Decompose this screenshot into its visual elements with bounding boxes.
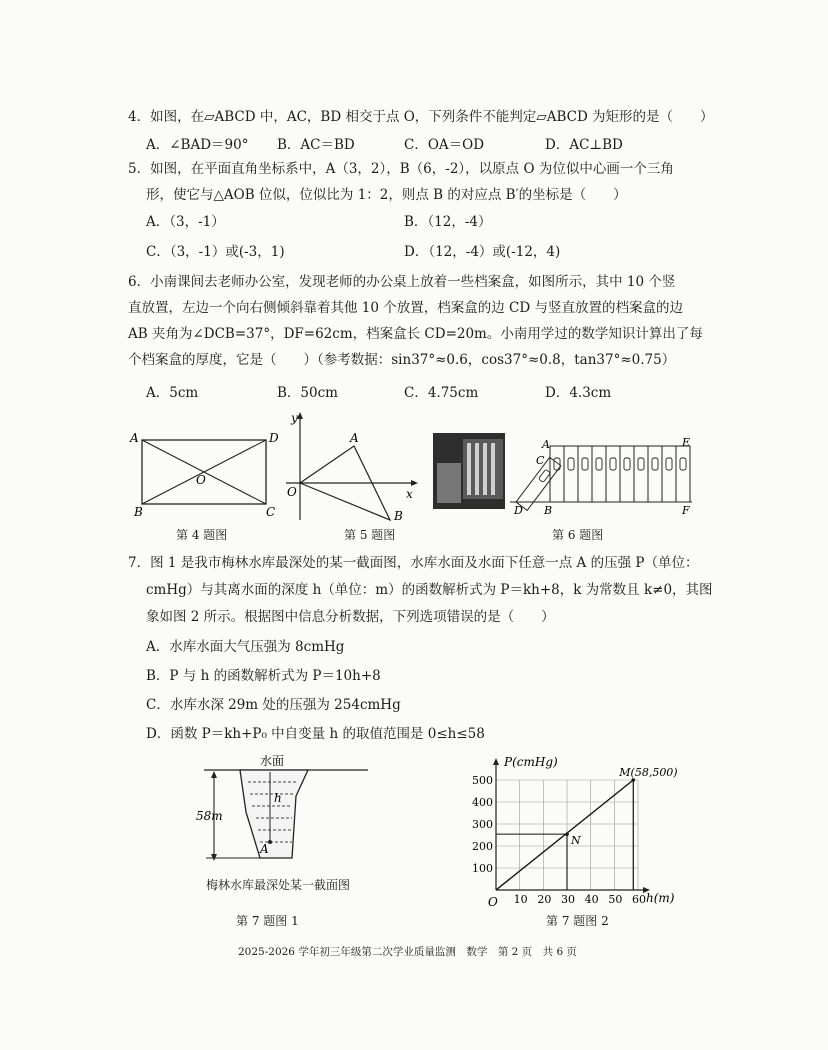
x-tick-label: 30 [561,893,575,906]
series-line [496,780,633,890]
figure-7-1 [196,752,376,892]
y-axis-arrow [493,758,499,765]
q6-option-a: A．5cm [146,385,199,401]
figure-7-2-caption: 第 7 题图 2 [546,914,609,928]
figure-6-caption: 第 6 题图 [552,528,604,542]
x-tick-label: 40 [584,893,599,906]
label-a: A [542,438,550,451]
label-d: D [269,431,279,445]
figure-6 [506,436,696,516]
q6-line3: AB 夹角为∠DCB=37°，DF=62cm，档案盒长 CD=20m。小南用学过的数学知识计算出了每 [128,326,703,342]
label-e: E [682,436,691,449]
q5-option-b: B．（12，-4） [404,214,492,230]
label-b: B [544,504,553,516]
label-y: y [291,411,298,425]
q4-option-a: A．∠BAD＝90° [146,137,249,153]
h-label: h [274,791,282,805]
q5-stem-line2: 形，使它与△AOB 位似，位似比为 1：2，则点 B 的对应点 B′的坐标是（ ） [146,187,627,203]
q7-option-b: B．P 与 h 的函数解析式为 P＝10h+8 [146,668,381,684]
q6-option-b: B．50cm [277,385,338,401]
q5-stem-line1: 5．如图，在平面直角坐标系中，A（3，2），B（6，-2），以原点 O 为位似中心画一个三角 [128,161,674,177]
origin-label: O [488,895,498,909]
label-a: A [130,431,139,445]
figure-4 [128,428,280,524]
x-tick-label: 50 [608,893,623,906]
q4-stem: 4．如图，在▱ABCD 中，AC，BD 相交于点 O，下列条件不能判定▱ABCD 为矩形的是（ ） [128,109,714,125]
point-n-label: N [571,834,581,848]
label-b: B [134,505,143,519]
page-footer: 2025-2026 学年初三年级第二次学业质量监测 数学 第 2 页 共 6 页 [238,946,578,958]
q6-line2: 直放置，左边一个向右侧倾斜靠着其他 10 个放置，档案盒的边 CD 与竖直放置的档案盒的边 [128,300,683,316]
label-a: A [350,431,359,445]
figure-7-1-caption: 第 7 题图 1 [236,914,299,928]
figure-5-caption: 第 5 题图 [344,528,396,542]
label-d: D [514,504,523,516]
point-n [565,832,569,836]
reservoir-section [240,770,308,858]
y-tick-label: 400 [472,796,493,809]
q7-line2: cmHg）与其离水面的深度 h（单位：m）的函数解析式为 P＝kh+8，k 为常数且 k≠0，其图 [146,582,713,598]
q5-option-c: C．（3，-1）或(-3，1) [146,244,285,260]
upright-boxes [550,446,690,502]
q4-option-c: C．OA＝OD [404,137,485,153]
q4-option-d: D．AC⊥BD [545,137,623,153]
q7-option-d: D．函数 P＝kh+P₀ 中自变量 h 的取值范围是 0≤h≤58 [146,726,485,742]
y-axis-arrow [297,412,303,419]
depth-label: 58m [196,809,223,823]
figure-4-caption: 第 4 题图 [176,528,228,542]
q6-option-c: C．4.75cm [404,385,479,401]
q7-option-a: A．水库水面大气压强为 8cmHg [146,639,345,655]
water-label: 水面 [260,754,285,768]
q6-line4: 个档案盒的厚度，它是（ ）（参考数据：sin37°≈0.6，cos37°≈0.8，tan37°≈0.75） [128,352,676,368]
x-tick-label: 10 [513,893,528,906]
figure-5 [282,408,422,526]
y-axis-label: P(cmHg) [504,755,558,769]
figure-7-1-subtitle: 梅林水库最深处某一截面图 [206,878,351,892]
x-axis-arrow [411,480,418,486]
x-tick-label: 60 [632,893,646,906]
q5-option-a: A．（3，-1） [146,214,225,230]
q7-option-c: C．水库水深 29m 处的压强为 254cmHg [146,697,401,713]
archive-box-photo [433,433,505,509]
label-o: O [196,473,206,487]
label-f: F [682,504,690,516]
y-tick-label: 200 [472,840,493,853]
label-c: C [536,454,545,467]
y-tick-label: 100 [472,862,493,875]
label-o: O [287,485,297,499]
depth-arrow-top [211,771,217,778]
x-axis-label: h(m) [646,891,675,905]
q6-line1: 6．小南课间去老师办公室，发现老师的办公桌上放着一些档案盒，如图所示，其中 10 个竖 [128,274,676,290]
y-tick-label: 300 [472,818,493,831]
a-label: A [260,842,269,856]
label-x: x [406,487,413,501]
q7-line1: 7．图 1 是我市梅林水库最深处的某一截面图，水库水面及水面下任意一点 A 的压强 P（单位： [128,555,699,571]
x-tick-label: 20 [537,893,552,906]
label-c: C [266,505,276,519]
q5-option-d: D．（12，-4）或(-12，4) [404,244,561,260]
q4-option-b: B．AC＝BD [277,137,355,153]
label-b: B [394,509,403,523]
y-tick-label: 500 [472,774,493,787]
figure-7-2-chart [470,752,710,912]
point-m-label: M(58,500) [619,766,678,779]
q7-line3: 象如图 2 所示。根据图中信息分析数据，下列选项错误的是（ ） [146,609,555,625]
q6-option-d: D．4.3cm [545,385,612,401]
